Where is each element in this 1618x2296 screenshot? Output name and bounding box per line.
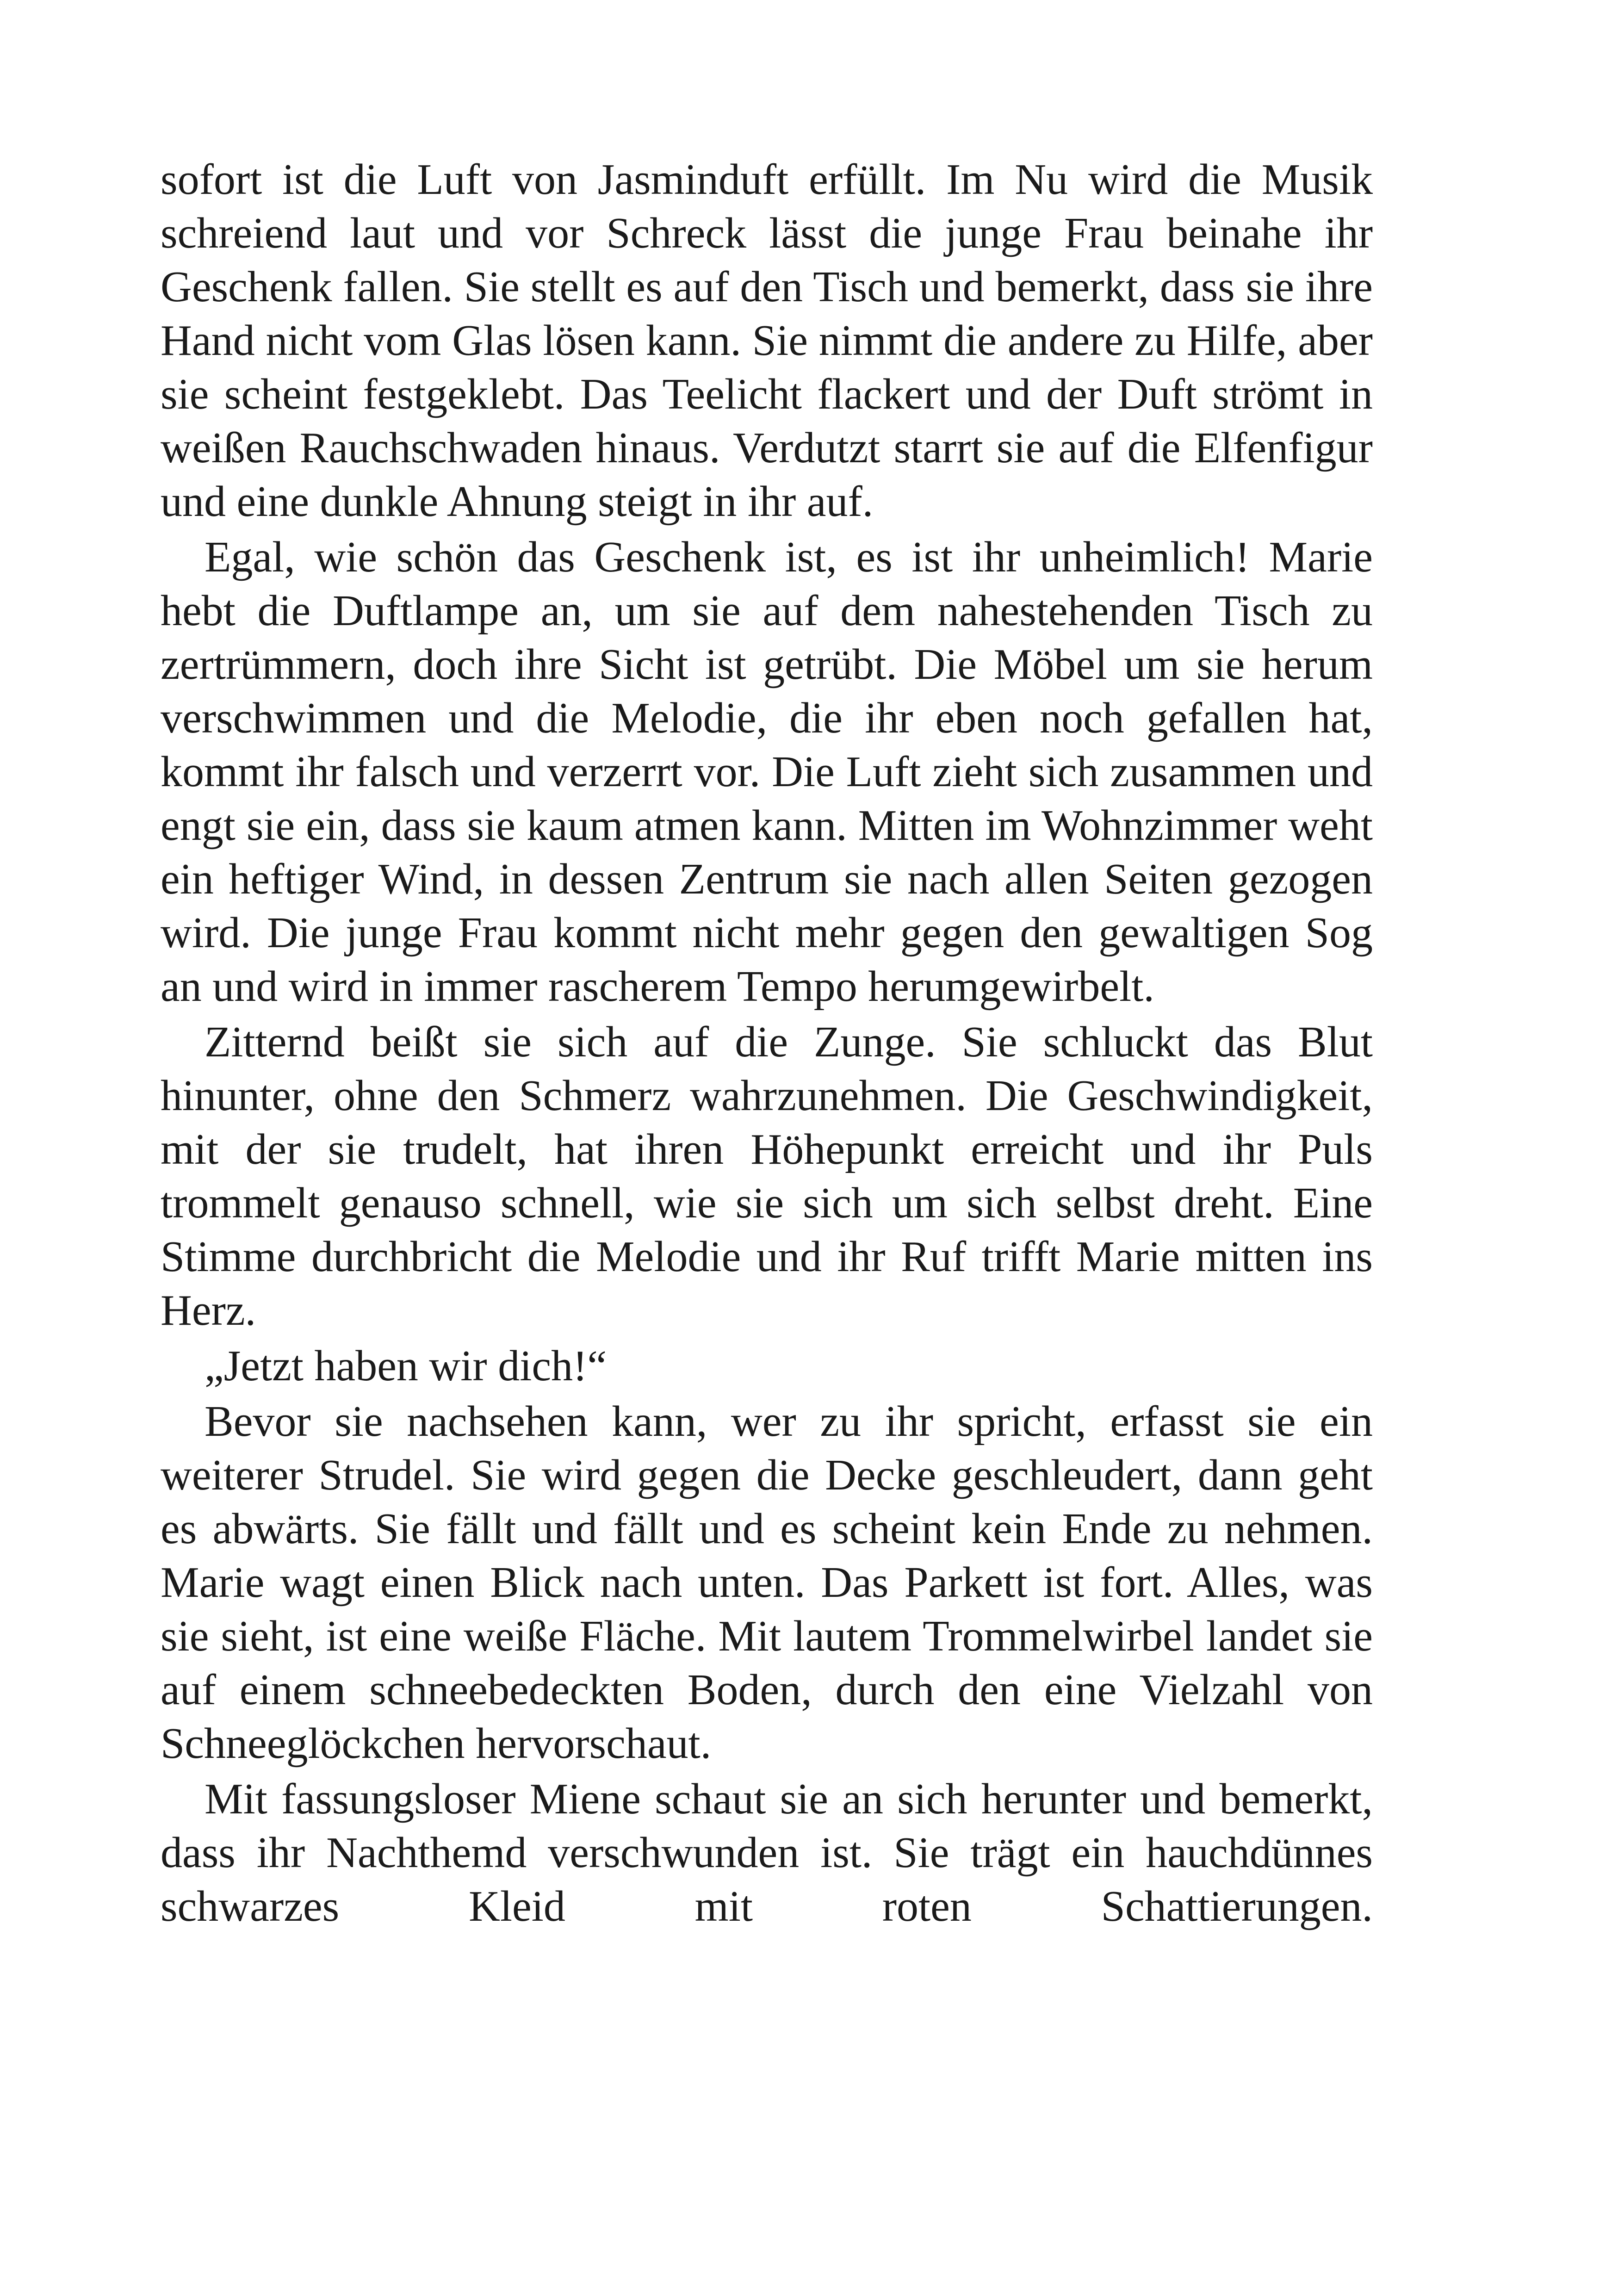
- paragraph: Zitternd beißt sie sich auf die Zunge. Sie schluckt das Blut hinunter, ohne den Schmerz wahrzunehmen. Die Geschwindigkeit, mit der sie trudelt, hat ihren Höhepunkt erreicht und ihr Puls trommelt genauso schnell, wie sie sich um sich selbst dreht. Eine Stimme durchbricht die Melodie und ihr Ruf trifft Marie mitten ins Herz.: [161, 1018, 1373, 1334]
- body-text: [161, 153, 1373, 1935]
- paragraph: Egal, wie schön das Geschenk ist, es ist ihr unheimlich! Marie hebt die Duftlampe an, um sie auf dem nahestehenden Tisch zu zertrümmern, doch ihre Sicht ist getrübt. Die Möbel um sie herum verschwimmen und die Melodie, die ihr eben noch gefallen hat, kommt ihr falsch und verzerrt vor. Die Luft zieht sich zusammen und engt sie ein, dass sie kaum atmen kann. Mitten im Wohnzimmer weht ein heftiger Wind, in dessen Zentrum sie nach allen Seiten gezogen wird. Die junge Frau kommt nicht mehr gegen den gewaltigen Sog an und wird in immer rascherem Tempo herumgewirbelt.: [161, 533, 1373, 1011]
- paragraph: Bevor sie nachsehen kann, wer zu ihr spricht, erfasst sie ein weiterer Strudel. Sie wird gegen die Decke geschleudert, dann geht es abwärts. Sie fällt und fällt und es scheint kein Ende zu nehmen. Marie wagt einen Blick nach unten. Das Parkett ist fort. Alles, was sie sieht, ist eine weiße Fläche. Mit lautem Trommelwirbel landet sie auf einem schneebedeckten Boden, durch den eine Vielzahl von Schneeglöckchen hervorschaut.: [161, 1397, 1373, 1768]
- paragraph: sofort ist die Luft von Jasminduft erfüllt. Im Nu wird die Musik schreiend laut und vor Schreck lässt die junge Frau beinahe ihr Geschenk fallen. Sie stellt es auf den Tisch und bemerkt, dass sie ihre Hand nicht vom Glas lösen kann. Sie nimmt die andere zu Hilfe, aber sie scheint festgeklebt. Das Teelicht flackert und der Duft strömt in weißen Rauchschwaden hinaus. Verdutzt starrt sie auf die Elfenfigur und eine dunkle Ahnung steigt in ihr auf.: [161, 155, 1373, 526]
- dialogue-paragraph: „Jetzt haben wir dich!“: [205, 1342, 607, 1390]
- paragraph: Mit fassungsloser Miene schaut sie an sich herunter und bemerkt, dass ihr Nachthemd verschwunden ist. Sie trägt ein hauchdünnes schwarzes Kleid mit roten Schattierungen.: [161, 1775, 1373, 1930]
